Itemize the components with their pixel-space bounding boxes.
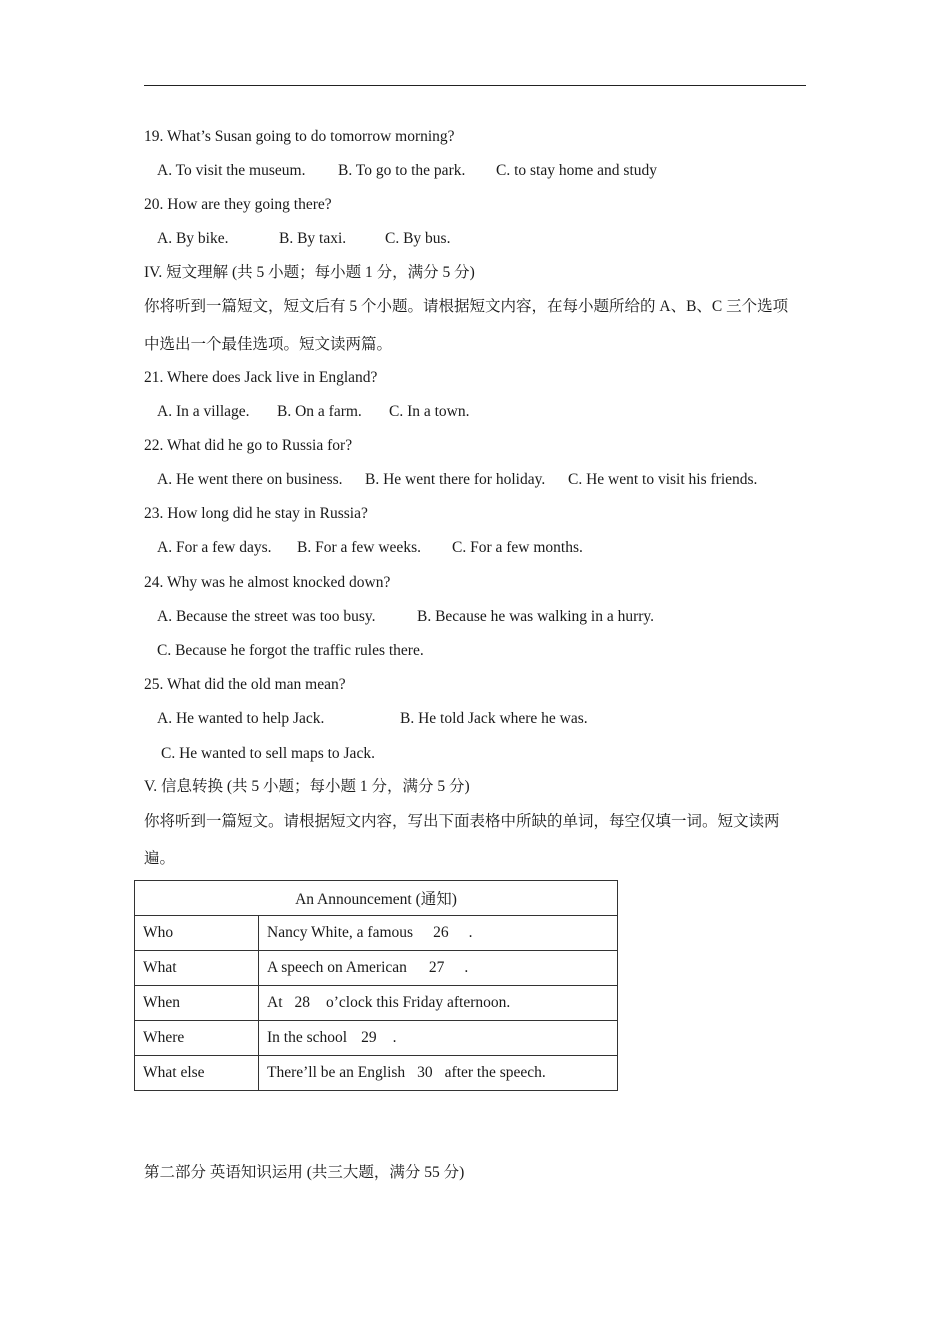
q24-option-a: A. Because the street was too busy. bbox=[157, 608, 376, 625]
question-24: 24. Why was he almost knocked down? bbox=[144, 574, 391, 591]
row-content bbox=[259, 916, 618, 951]
section-4-instruction-2: 中选出一个最佳选项。短文读两篇。 bbox=[144, 336, 393, 353]
row-text-before: There’ll be an English bbox=[267, 1064, 406, 1081]
question-21: 21. Where does Jack live in England? bbox=[144, 369, 378, 386]
table-row bbox=[135, 951, 618, 986]
row-text-before: At bbox=[267, 994, 283, 1011]
table-row bbox=[135, 1056, 618, 1091]
row-text-after: after the speech. bbox=[444, 1064, 546, 1081]
question-23: 23. How long did he stay in Russia? bbox=[144, 505, 368, 522]
question-20: 20. How are they going there? bbox=[144, 196, 332, 213]
section-5-heading: V. 信息转换 (共 5 小题；每小题 1 分，满分 5 分) bbox=[144, 778, 470, 795]
q21-option-a: A. In a village. bbox=[157, 403, 250, 420]
table-row bbox=[135, 916, 618, 951]
blank-number: 30 bbox=[417, 1064, 433, 1081]
q25-option-c: C. He wanted to sell maps to Jack. bbox=[161, 745, 375, 762]
row-text-before: In the school bbox=[267, 1029, 348, 1046]
blank-number: 26 bbox=[433, 924, 449, 941]
row-label: Where bbox=[135, 1021, 259, 1056]
part-2-heading: 第二部分 英语知识运用 (共三大题，满分 55 分) bbox=[144, 1164, 465, 1181]
blank-number: 29 bbox=[361, 1029, 377, 1046]
blank-number: 28 bbox=[294, 994, 310, 1011]
q25-option-a: A. He wanted to help Jack. bbox=[157, 710, 325, 727]
announcement-table bbox=[134, 880, 618, 1091]
header-rule bbox=[144, 85, 806, 86]
section-4-instruction-1: 你将听到一篇短文，短文后有 5 个小题。请根据短文内容，在每小题所给的 A、B、C 三个选项 bbox=[144, 298, 789, 315]
q20-option-a: A. By bike. bbox=[157, 230, 229, 247]
section-5-instruction-2: 遍。 bbox=[144, 850, 176, 867]
q24-option-b: B. Because he was walking in a hurry. bbox=[417, 608, 655, 625]
table-row bbox=[135, 1021, 618, 1056]
q23-option-b: B. For a few weeks. bbox=[297, 539, 421, 556]
q19-option-a: A. To visit the museum. bbox=[157, 162, 306, 179]
row-text-after: . bbox=[392, 1029, 397, 1046]
q23-option-a: A. For a few days. bbox=[157, 539, 272, 556]
row-content bbox=[259, 1056, 618, 1091]
q21-option-b: B. On a farm. bbox=[277, 403, 362, 420]
q20-option-c: C. By bus. bbox=[385, 230, 451, 247]
q24-option-c: C. Because he forgot the traffic rules there. bbox=[157, 642, 424, 659]
row-content bbox=[259, 951, 618, 986]
question-19: 19. What’s Susan going to do tomorrow morning? bbox=[144, 128, 455, 145]
row-content bbox=[259, 1021, 618, 1056]
row-text-after: . bbox=[468, 924, 473, 941]
blank-number: 27 bbox=[428, 959, 445, 976]
q20-option-b: B. By taxi. bbox=[279, 230, 347, 247]
row-text-after: o’clock this Friday afternoon. bbox=[326, 994, 511, 1011]
q19-option-c: C. to stay home and study bbox=[496, 162, 658, 179]
q22-option-b: B. He went there for holiday. bbox=[365, 471, 546, 488]
section-5-instruction-1: 你将听到一篇短文。请根据短文内容，写出下面表格中所缺的单词，每空仅填一词。短文读两 bbox=[144, 813, 780, 830]
row-content bbox=[259, 986, 618, 1021]
q22-option-c: C. He went to visit his friends. bbox=[568, 471, 758, 488]
q19-option-b: B. To go to the park. bbox=[338, 162, 466, 179]
question-25: 25. What did the old man mean? bbox=[144, 676, 346, 693]
row-label: When bbox=[135, 986, 259, 1021]
row-label: What else bbox=[135, 1056, 259, 1091]
q25-option-b: B. He told Jack where he was. bbox=[400, 710, 588, 727]
row-label: Who bbox=[135, 916, 259, 951]
row-text-before: A speech on American bbox=[267, 959, 407, 976]
section-4-heading: IV. 短文理解 (共 5 小题；每小题 1 分，满分 5 分) bbox=[144, 264, 475, 281]
question-22: 22. What did he go to Russia for? bbox=[144, 437, 353, 454]
row-text-after: . bbox=[464, 959, 469, 976]
row-text-before: Nancy White, a famous bbox=[267, 924, 414, 941]
row-label: What bbox=[135, 951, 259, 986]
q22-option-a: A. He went there on business. bbox=[157, 471, 343, 488]
q23-option-c: C. For a few months. bbox=[452, 539, 583, 556]
table-row bbox=[135, 986, 618, 1021]
q21-option-c: C. In a town. bbox=[389, 403, 470, 420]
table-title: An Announcement (通知) bbox=[135, 881, 618, 916]
